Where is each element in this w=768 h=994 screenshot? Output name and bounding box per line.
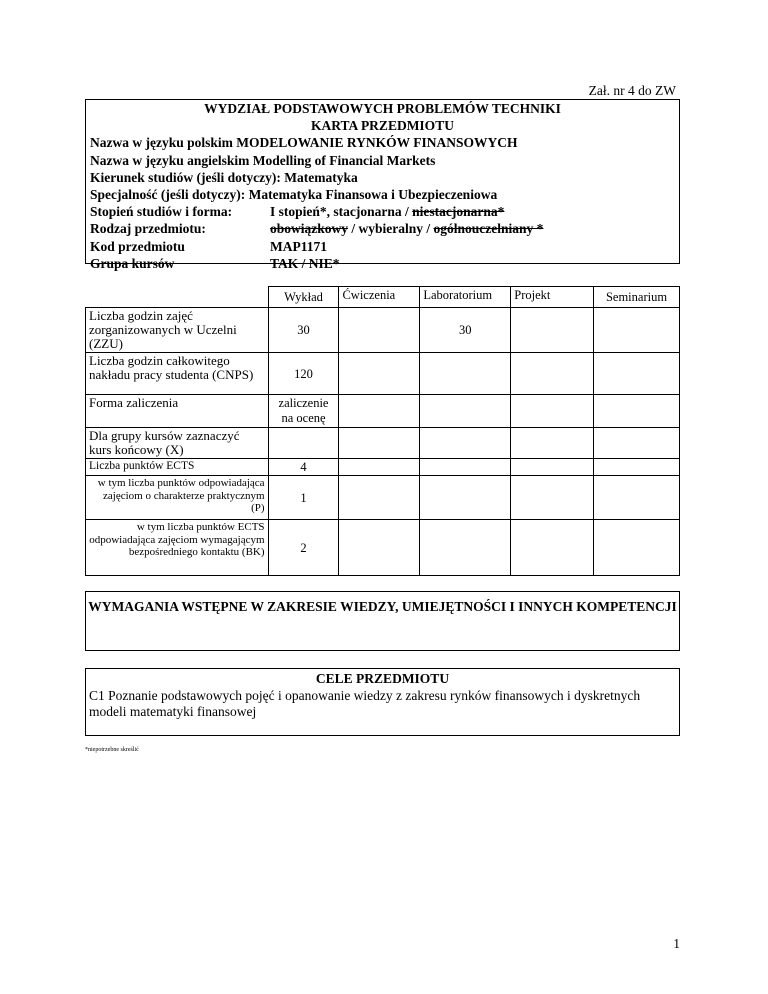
objectives-box [85, 668, 680, 736]
name-english: Nazwa w języku angielskim Modelling of Financial Markets [90, 152, 436, 168]
table-cell [339, 308, 420, 353]
table-cell [420, 520, 511, 576]
table-row [86, 428, 680, 459]
table-cell: 4 [268, 459, 339, 476]
table-cell [420, 428, 511, 459]
table-corner [86, 287, 269, 308]
table-cell [420, 459, 511, 476]
table-cell [511, 428, 594, 459]
objective-c1: C1 Poznanie podstawowych pojęć i opanowanie wiedzy z zakresu rynków finansowych i dyskretnych modeli matematyki finansowej [89, 688, 641, 719]
table-cell [420, 353, 511, 395]
course-group-row [86, 255, 679, 272]
row-label: Dla grupy kursów zaznaczyć kurs końcowy (X) [86, 428, 269, 459]
table-cell [339, 476, 420, 520]
prerequisites-box [85, 591, 680, 651]
table-cell: zaliczenie na ocenę [268, 395, 339, 428]
table-cell [511, 353, 594, 395]
table-cell [339, 353, 420, 395]
table-cell [594, 520, 680, 576]
col-header: Laboratorium [420, 287, 511, 308]
table-cell [339, 520, 420, 576]
study-level-label: Stopień studiów i forma: [90, 204, 233, 220]
course-group-value: TAK / NIE* [270, 255, 340, 271]
objectives-title: CELE PRZEDMIOTU [315, 671, 450, 686]
name-polish: Nazwa w języku polskim MODELOWANIE RYNKÓW FINANSOWYCH [90, 135, 518, 151]
table-cell [420, 395, 511, 428]
table-cell: 30 [268, 308, 339, 353]
course-code-label: Kod przedmiotu [90, 238, 185, 254]
attachment-note: Zał. nr 4 do ZW [588, 83, 676, 98]
course-type-label: Rodzaj przedmiotu: [90, 221, 206, 237]
col-header: Wykład [268, 287, 339, 308]
table-cell: 1 [268, 476, 339, 520]
col-header: Projekt [511, 287, 594, 308]
table-cell: 2 [268, 520, 339, 576]
table-cell [594, 353, 680, 395]
table-cell [339, 395, 420, 428]
study-level-value: I stopień*, stacjonarna / niestacjonarna* [270, 204, 505, 220]
table-cell: 30 [420, 308, 511, 353]
row-label: Liczba godzin całkowitego nakładu pracy studenta (CNPS) [86, 353, 269, 395]
card-title: KARTA PRZEDMIOTU [311, 118, 454, 134]
table-cell [594, 428, 680, 459]
row-label: w tym liczba punktów odpowiadająca zajęciom o charakterze praktycznym (P) [86, 476, 269, 520]
footnote: *niepotrzebne skreślić [85, 747, 139, 753]
table-row [86, 459, 680, 476]
table-cell [268, 428, 339, 459]
table-cell [594, 459, 680, 476]
table-cell [339, 428, 420, 459]
table-cell [420, 476, 511, 520]
course-code-value: MAP1171 [270, 238, 327, 254]
table-row [86, 395, 680, 428]
row-label: w tym liczba punktów ECTS odpowiadająca zajęciom wymagającym bezpośredniego kontaktu (BK) [86, 520, 269, 576]
table-row [86, 308, 680, 353]
table-cell [339, 459, 420, 476]
table-header-row [86, 287, 680, 308]
row-label: Forma zaliczenia [86, 395, 269, 428]
col-header: Seminarium [594, 287, 680, 308]
table-row [86, 520, 680, 576]
specialization: Specjalność (jeśli dotyczy): Matematyka Finansowa i Ubezpieczeniowa [90, 187, 498, 203]
course-header-box [85, 99, 680, 271]
faculty-title: WYDZIAŁ PODSTAWOWYCH PROBLEMÓW TECHNIKI [204, 101, 561, 116]
table-cell [594, 395, 680, 428]
table-cell [594, 476, 680, 520]
table-cell: 120 [268, 353, 339, 395]
row-label: Liczba godzin zajęć zorganizowanych w Uczelni (ZZU) [86, 308, 269, 353]
table-cell [594, 308, 680, 353]
row-label: Liczba punktów ECTS [86, 459, 269, 476]
table-row [86, 476, 680, 520]
table-row [86, 353, 680, 395]
col-header: Ćwiczenia [339, 287, 420, 308]
course-group-label: Grupa kursów [90, 255, 175, 271]
field-of-study: Kierunek studiów (jeśli dotyczy): Matematyka [90, 169, 358, 185]
study-level-row [86, 203, 679, 220]
table-cell [511, 395, 594, 428]
table-cell [511, 459, 594, 476]
hours-table [85, 286, 680, 576]
table-cell [511, 476, 594, 520]
table-cell [511, 520, 594, 576]
table-cell [511, 308, 594, 353]
prerequisites-title: WYMAGANIA WSTĘPNE W ZAKRESIE WIEDZY, UMIEJĘTNOŚCI I INNYCH KOMPETENCJI [88, 599, 677, 614]
page-number: 1 [673, 936, 680, 951]
course-code-row [86, 238, 679, 255]
course-type-value: obowiązkowy / wybieralny / ogólnouczelniany * [270, 221, 544, 237]
course-type-row [86, 220, 679, 237]
